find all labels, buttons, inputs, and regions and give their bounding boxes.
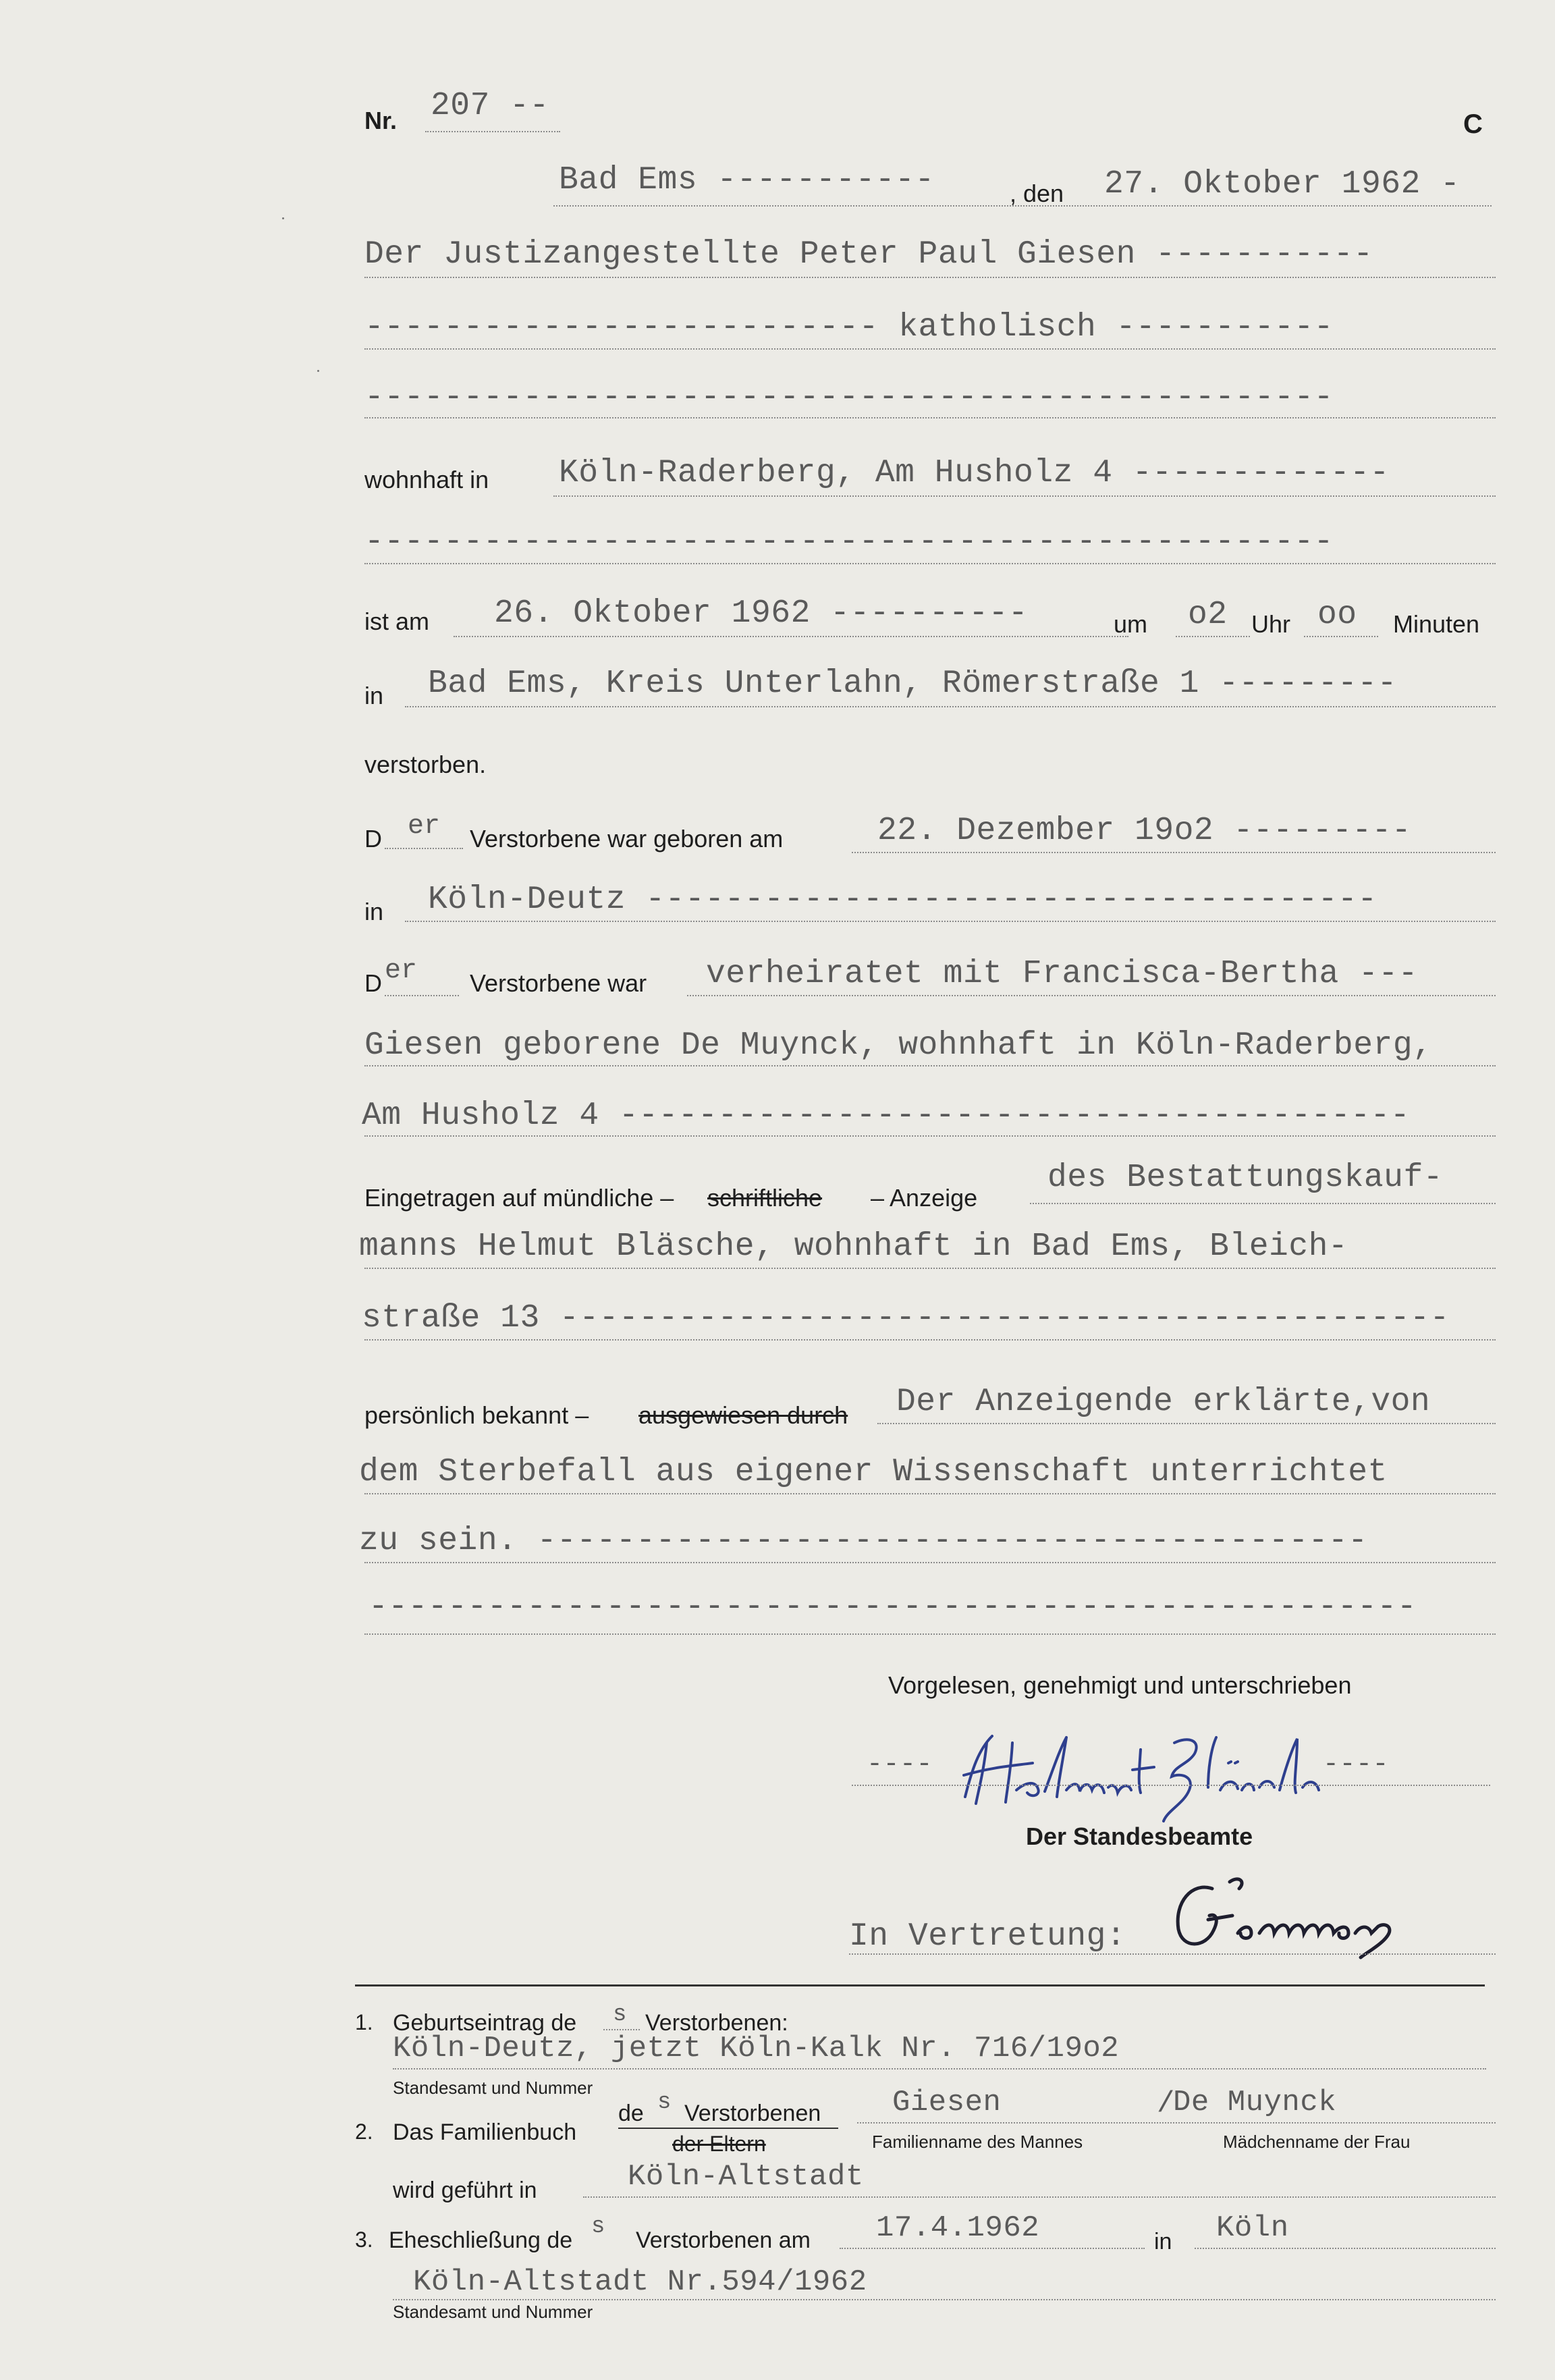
registration-date: 27. Oktober 1962 -: [1104, 166, 1461, 202]
footer-item1-label2: Verstorbenen:: [645, 2010, 788, 2036]
religion-underline: [364, 348, 1496, 350]
death-minutes: oo: [1317, 597, 1357, 633]
footer-item3-value: Köln-Altstadt Nr.594/1962: [413, 2265, 867, 2299]
footer-divider: [355, 1984, 1485, 1986]
footer-item1-value-line: [393, 2068, 1486, 2070]
informant-signature-line: [852, 1785, 1490, 1786]
footer-item3-date-line: [840, 2248, 1145, 2249]
deceased-name-underline: [364, 277, 1496, 278]
footer-item2-wife-caption: Mädchenname der Frau: [1223, 2132, 1411, 2152]
footer-item2-wife-name: De Muynck: [1173, 2086, 1337, 2119]
verstorben-label: verstorben.: [364, 751, 487, 778]
footer-item2-names-line: [857, 2122, 1496, 2124]
footer-item1-number: 1.: [355, 2010, 373, 2034]
birth-d-label: D: [364, 825, 382, 853]
footer-item2-verstorbenen-label: Verstorbenen: [684, 2101, 821, 2126]
footer-item3-caption: Standesamt und Nummer: [393, 2302, 593, 2322]
informant-line2: manns Helmut Bläsche, wohnhaft in Bad Ems, Bleich-: [359, 1228, 1348, 1265]
marital-line2-underline: [364, 1065, 1496, 1066]
footer-item3-number: 3.: [355, 2227, 373, 2252]
footer-item2-kept-label: wird geführt in: [393, 2178, 537, 2203]
informant-line3-underline: [364, 1339, 1496, 1341]
record-number: 207 --: [431, 88, 549, 124]
marital-article-suffix: er: [385, 956, 418, 986]
residence-value: Köln-Raderberg, Am Husholz 4 -------------: [559, 455, 1390, 491]
death-date: 26. Oktober 1962 ----------: [494, 595, 1029, 632]
marital-status-line3: Am Husholz 4 ----------------------------------------: [362, 1098, 1411, 1134]
informant-signature-dashes-left: ----: [867, 1750, 933, 1780]
footer-item2-eltern-label: der Eltern: [672, 2132, 766, 2156]
person-filler-line: -------------------------------------------------: [364, 379, 1334, 416]
read-approved-label: Vorgelesen, genehmigt und unterschrieben: [888, 1671, 1352, 1699]
death-place-underline: [405, 706, 1496, 707]
death-date-underline: [454, 636, 1128, 637]
footer-item1-fill: s: [613, 2002, 627, 2028]
place-date-line: [553, 205, 1492, 207]
birth-article-underline: [385, 848, 463, 849]
footer-item3-place-line: [1195, 2248, 1496, 2249]
informant-line1: des Bestattungskauf-: [1047, 1160, 1444, 1196]
den-label: , den: [1010, 180, 1064, 207]
death-hour-underline: [1176, 636, 1250, 637]
registration-label-part1: Eingetragen auf mündliche –: [364, 1184, 674, 1212]
footer-item2-de-label: de: [618, 2101, 644, 2126]
residence-filler: -------------------------------------------------: [364, 524, 1334, 560]
death-hour: o2: [1188, 597, 1228, 633]
footer-item2-separator: /: [1157, 2087, 1175, 2121]
footer-item3-label2: Verstorbenen am: [636, 2227, 811, 2253]
identity-line2-underline: [364, 1493, 1496, 1494]
marital-article-underline: [385, 995, 459, 996]
footer-item2-divider: [618, 2128, 838, 2129]
footer-item3-fill: s: [591, 2214, 605, 2240]
footer-item2-husband-caption: Familienname des Mannes: [872, 2132, 1083, 2152]
um-label: um: [1114, 610, 1148, 638]
deputy-label: In Vertretung:: [849, 1918, 1126, 1955]
identity-line1: Der Anzeigende erklärte,von: [896, 1384, 1431, 1420]
footer-item1-value: Köln-Deutz, jetzt Köln-Kalk Nr. 716/19o2: [393, 2032, 1120, 2065]
registration-label-part2: – Anzeige: [871, 1184, 978, 1212]
identity-line4: -----------------------------------------------------: [369, 1589, 1417, 1625]
footer-item2-kept-line: [583, 2196, 1496, 2198]
deceased-name-line: Der Justizangestellte Peter Paul Giesen -----------: [364, 236, 1373, 273]
footer-item1-caption: Standesamt und Nummer: [393, 2078, 593, 2098]
footer-item2-husband-name: Giesen: [892, 2086, 1002, 2119]
birth-place: Köln-Deutz -------------------------------------: [428, 882, 1377, 918]
identity-label-struck: ausgewiesen durch: [638, 1401, 848, 1429]
minuten-label: Minuten: [1393, 610, 1480, 638]
residence-label: wohnhaft in: [364, 466, 489, 493]
residence-filler-underline: [364, 563, 1496, 564]
footer-item3-value-line: [393, 2299, 1496, 2300]
identity-line4-underline: [364, 1633, 1496, 1635]
footer-item2-number: 2.: [355, 2119, 373, 2144]
nr-label: Nr.: [364, 107, 398, 134]
marital-status-line1: verheiratet mit Francisca-Bertha ---: [706, 956, 1418, 992]
birth-article-suffix: er: [408, 811, 441, 842]
marital-status-line2: Giesen geborene De Muynck, wohnhaft in Köln-Raderberg,: [364, 1027, 1433, 1064]
footer-item3-place: Köln: [1216, 2211, 1289, 2245]
footer-item3-in-label: in: [1154, 2229, 1172, 2254]
informant-signature-dashes-right: ----: [1323, 1750, 1390, 1780]
place-of-registration: Bad Ems -----------: [559, 162, 935, 198]
margin-mark: [282, 217, 284, 219]
identity-line3-underline: [364, 1562, 1496, 1563]
informant-line1-underline: [1030, 1203, 1496, 1204]
informant-signature: [952, 1723, 1330, 1824]
identity-line2: dem Sterbefall aus eigener Wissenschaft unterrichtet: [359, 1454, 1388, 1490]
registrar-signature: [1165, 1868, 1435, 1963]
birth-date: 22. Dezember 19o2 ---------: [877, 813, 1412, 849]
death-minutes-underline: [1304, 636, 1378, 637]
margin-mark: [317, 370, 319, 372]
death-place-in-label: in: [364, 682, 384, 709]
record-number-line: [425, 131, 560, 132]
registrar-signature-line: [849, 1953, 1496, 1955]
marital-line3-underline: [364, 1135, 1496, 1137]
registration-label-struck: schriftliche: [707, 1184, 823, 1212]
marital-d-label: D: [364, 969, 382, 997]
footer-item1-fill-line: [603, 2029, 640, 2030]
ist-am-label: ist am: [364, 607, 430, 635]
registrar-title: Der Standesbeamte: [1026, 1822, 1253, 1850]
uhr-label: Uhr: [1251, 610, 1291, 638]
footer-item3-label1: Eheschließung de: [389, 2227, 573, 2253]
birth-place-underline: [405, 921, 1496, 922]
footer-item2-fill: s: [657, 2090, 672, 2115]
birth-date-underline: [852, 852, 1496, 853]
footer-item1-label1: Geburtseintrag de: [393, 2010, 577, 2036]
person-filler-underline: [364, 417, 1496, 418]
footer-item2-label: Das Familienbuch: [393, 2119, 577, 2145]
informant-line2-underline: [364, 1268, 1496, 1269]
birth-verstorbene-label: Verstorbene war geboren am: [470, 825, 784, 853]
birth-in-label: in: [364, 898, 384, 925]
informant-line3: straße 13 ---------------------------------------------: [362, 1300, 1450, 1336]
death-place: Bad Ems, Kreis Unterlahn, Römerstraße 1 ---------: [428, 666, 1397, 702]
identity-line1-underline: [877, 1423, 1496, 1424]
identity-line3: zu sein. ------------------------------------------: [359, 1523, 1368, 1559]
corner-letter: C: [1463, 109, 1483, 139]
identity-label-part1: persönlich bekannt –: [364, 1401, 589, 1429]
religion-line: -------------------------- katholisch -----------: [364, 309, 1334, 346]
residence-underline: [553, 495, 1496, 497]
footer-item3-date: 17.4.1962: [876, 2211, 1040, 2245]
marital-verstorbene-label: Verstorbene war: [470, 969, 647, 997]
marital-line1-underline: [687, 995, 1496, 996]
footer-item2-kept-value: Köln-Altstadt: [628, 2160, 864, 2194]
